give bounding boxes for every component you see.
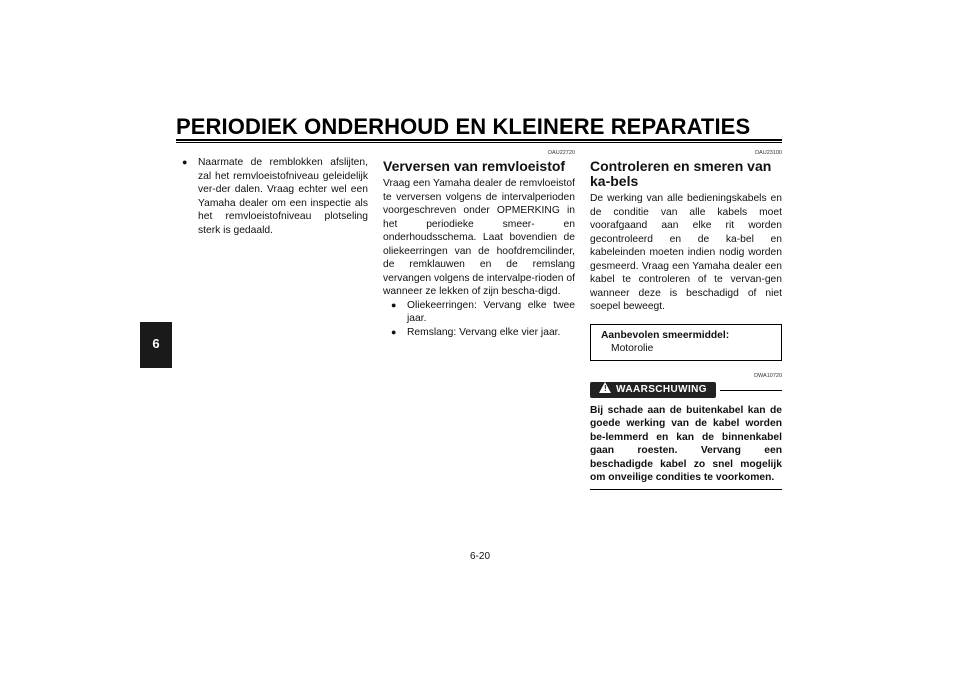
bullet-icon: ● — [391, 299, 397, 310]
warning-bottom-rule — [590, 489, 782, 490]
list-item-text: Naarmate de remblokken afslijten, zal het remvloeistofniveau geleidelijk ver-der dalen. Vraag echter wel een Yamaha dealer om een inspectie als het remvloeistofniveau plotseling sterk is gedaald. — [198, 157, 368, 236]
page-number: 6-20 — [469, 551, 490, 562]
warning-block — [590, 373, 782, 490]
column-2 — [383, 150, 575, 339]
section-heading: Controleren en smeren van ka-bels — [590, 158, 772, 189]
section-heading: Verversen van remvloeistof — [383, 158, 566, 174]
warning-text: Bij schade aan de buitenkabel kan de goede werking van de kabel worden be-lemmerd en kan de binnenkabel gaan roesten. Vervang een beschadigde kabel zo snel mogelijk om onveilige condities te voorkomen. — [590, 404, 782, 483]
chapter-tab — [140, 322, 172, 368]
list-item — [383, 326, 575, 340]
warning-rule — [720, 390, 782, 391]
warning-badge — [590, 382, 716, 398]
list-item-text: Remslang: Vervang elke vier jaar. — [407, 326, 561, 338]
bullet-icon: ● — [182, 157, 188, 167]
column-1 — [176, 150, 368, 237]
warning-header — [590, 382, 782, 400]
page-title: PERIODIEK ONDERHOUD EN KLEINERE REPARATIES — [176, 114, 751, 139]
title-rule-thin — [176, 142, 782, 143]
section-code: DAU23100 — [755, 150, 782, 156]
list-item — [383, 299, 575, 326]
column-3 — [590, 150, 782, 490]
chapter-number: 6 — [152, 336, 160, 351]
lubricant-box-title: Aanbevolen smeermiddel: — [601, 329, 730, 341]
section-paragraph: Vraag een Yamaha dealer de remvloeistof te verversen volgens de intervalperioden voorgeschreven onder OPMERKING in het periodieke smeer- en onderhoudsschema. Laat bovendien de oliekeerringen van de hoofdremcilinder, de remklauwen en de remslang vervangen volgens de intervalpe-rioden of wanneer ze lekken of zijn bescha-digd. — [383, 178, 575, 297]
title-rule — [176, 139, 782, 141]
list-item-text: Oliekeerringen: Vervang elke twee jaar. — [407, 299, 575, 324]
lubricant-box — [590, 324, 782, 361]
warning-code: DWA10720 — [754, 372, 782, 379]
lubricant-box-value: Motorolie — [611, 342, 654, 354]
bullet-icon: ● — [391, 326, 397, 337]
warning-triangle-icon: ! — [599, 382, 611, 393]
list-item — [176, 156, 368, 237]
section-paragraph: De werking van alle bedieningskabels en de conditie van alle kabels moet voorafgaand aan elke rit worden gecontroleerd en de ka-bel en kabeleinden moeten indien nodig worden gesmeerd. Vraag een Yamaha dealer een kabel te controleren of te vervan-gen wanneer deze is beschadigd of niet soepel beweegt. — [590, 193, 782, 312]
warning-label: WAARSCHUWING — [616, 383, 707, 395]
section-code: DAU22720 — [548, 150, 575, 156]
